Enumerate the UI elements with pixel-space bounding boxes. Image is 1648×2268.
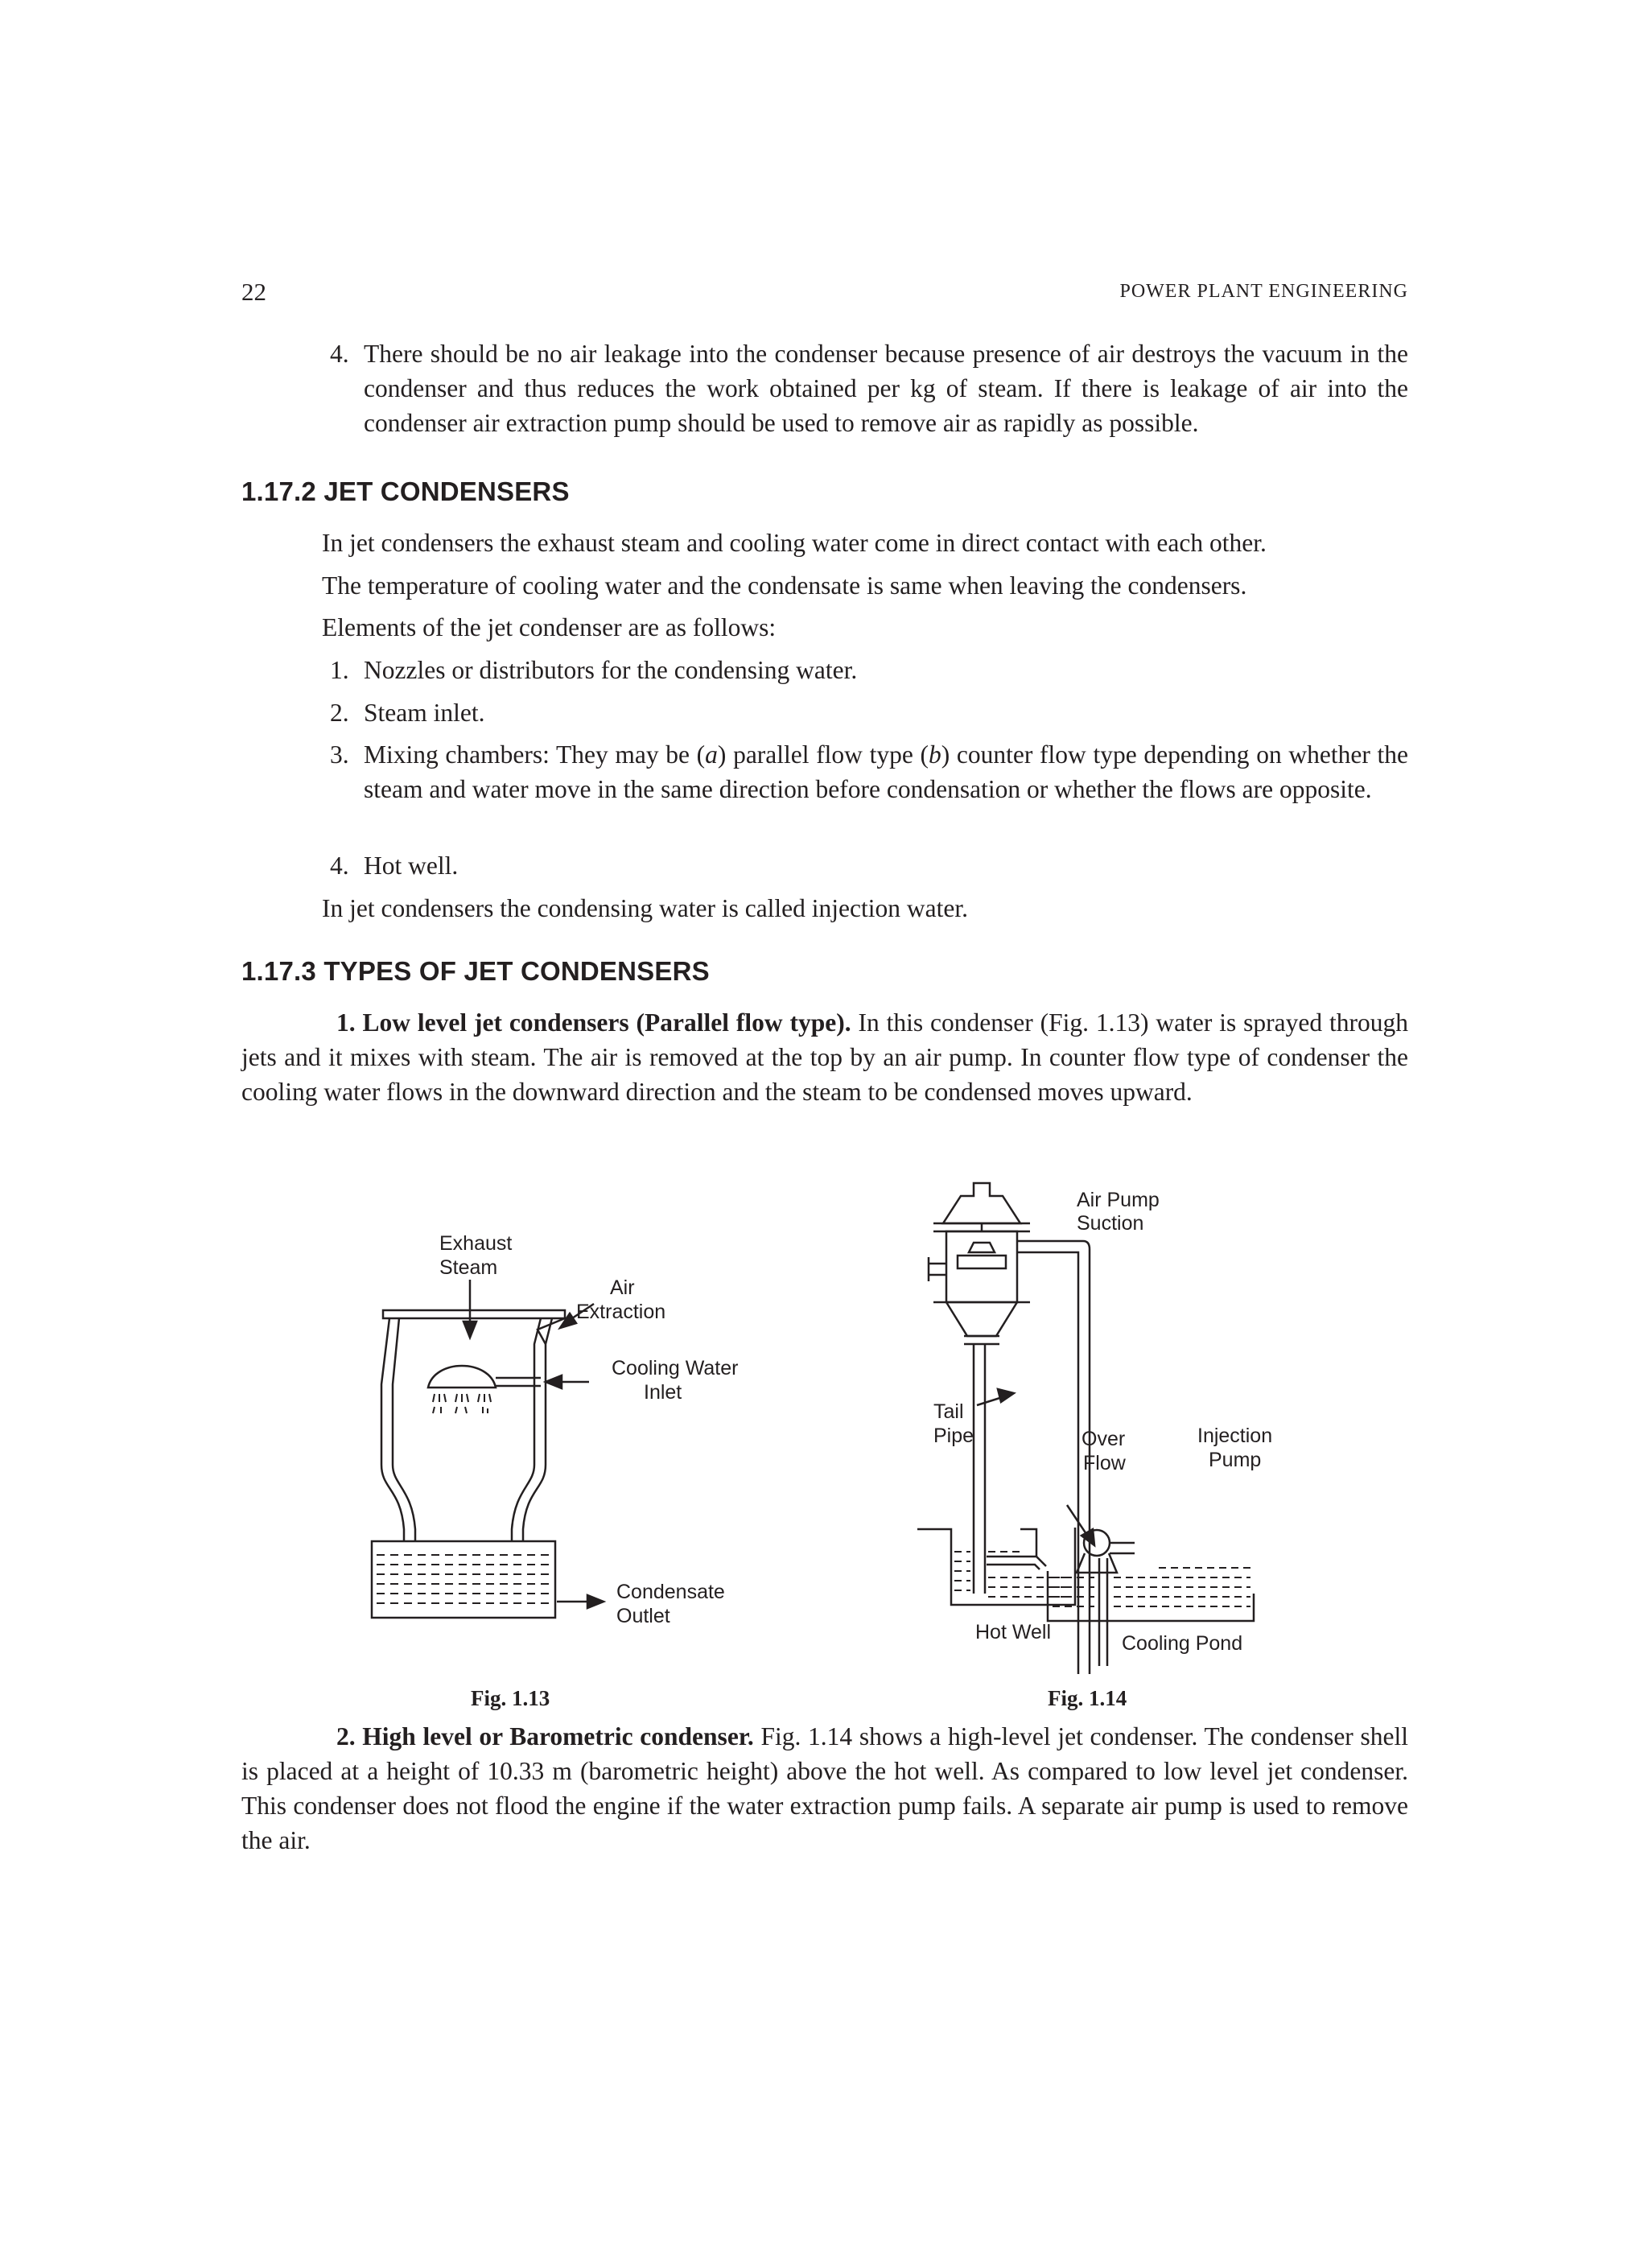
list-number: 3. — [330, 740, 349, 769]
page-number: 22 — [241, 278, 266, 306]
figure-caption-1-14: Fig. 1.14 — [1048, 1686, 1127, 1710]
label-inlet: Inlet — [644, 1381, 682, 1404]
label-suction: Suction — [1077, 1212, 1144, 1235]
label-extraction: Extraction — [576, 1301, 666, 1323]
label-condensate: Condensate — [616, 1581, 725, 1603]
list-text: There should be no air leakage into the condenser because presence of air destroys the vacuum in the condenser and thus reduces the work obtained per kg of steam. If there is leakage of air into the condenser air extraction pump should be used to remove air as rapidly as possible. — [364, 340, 1408, 437]
label-steam: Steam — [439, 1256, 498, 1279]
list-number: 1. — [330, 656, 349, 684]
list-text: Mixing chambers: They may be (a) parallel flow type (b) counter flow type depending on whether the steam and water move in the same direction before condensation or whether the flows are opposite. — [364, 740, 1408, 803]
label-cooling-water: Cooling Water — [612, 1357, 739, 1379]
paragraph: In jet condensers the exhaust steam and cooling water come in direct contact with each other. — [322, 529, 1267, 557]
figure-1-14-barometric-condenser — [917, 1175, 1336, 1674]
element-list-item — [322, 653, 1408, 687]
figure-caption-1-13: Fig. 1.13 — [471, 1686, 550, 1710]
list-text: Nozzles or distributors for the condensing water. — [364, 656, 858, 684]
label-over: Over — [1082, 1428, 1126, 1450]
list-number: 4. — [330, 340, 349, 368]
list-text: Hot well. — [364, 852, 459, 880]
label-flow: Flow — [1083, 1452, 1126, 1474]
running-title: POWER PLANT ENGINEERING — [1119, 281, 1408, 302]
list-number: 2. — [330, 699, 349, 727]
element-list-item — [322, 848, 1408, 883]
paragraph-low-level: 1. Low level jet condensers (Parallel flow type). In this condenser (Fig. 1.13) water is sprayed through jets and it mixes with steam. The air is removed at the top by an air pump. In counter flow type of condenser the cooling water flows in the downward direction and the steam to be condensed moves upward. — [241, 1008, 1409, 1106]
paragraph: The temperature of cooling water and the condensate is same when leaving the condensers. — [322, 571, 1247, 600]
figure-1-13-low-level-jet-condenser — [354, 1223, 772, 1642]
label-pipe: Pipe — [933, 1425, 974, 1447]
paragraph: Elements of the jet condenser are as follows: — [322, 613, 777, 641]
label-air-pump: Air Pump — [1077, 1189, 1160, 1211]
paragraph-high-level: 2. High level or Barometric condenser. Fig. 1.14 shows a high-level jet condenser. The condenser shell is placed at a height of 10.33 m (barometric height) above the hot well. As compared to low level jet condenser. This condenser does not flood the engine if the water extraction pump fails. A separate air pump is used to remove the air. — [241, 1722, 1408, 1854]
label-outlet: Outlet — [616, 1605, 670, 1627]
section-heading-types: 1.17.3 TYPES OF JET CONDENSERS — [241, 956, 710, 986]
element-list-item — [322, 737, 1408, 806]
list-number: 4. — [330, 852, 349, 880]
label-injection: Injection — [1197, 1425, 1273, 1447]
element-list-item — [322, 695, 1408, 730]
section-heading-jet-condensers: 1.17.2 JET CONDENSERS — [241, 476, 570, 506]
page-header — [241, 278, 1408, 310]
label-tail: Tail — [933, 1400, 964, 1423]
intro-list-item — [322, 336, 1408, 440]
label-cooling-pond: Cooling Pond — [1122, 1632, 1243, 1655]
label-hot-well: Hot Well — [975, 1621, 1052, 1643]
list-text: Steam inlet. — [364, 699, 485, 727]
label-air: Air — [610, 1276, 635, 1299]
label-exhaust: Exhaust — [439, 1232, 513, 1255]
label-pump: Pump — [1209, 1449, 1262, 1471]
paragraph: In jet condensers the condensing water is called injection water. — [322, 894, 968, 922]
